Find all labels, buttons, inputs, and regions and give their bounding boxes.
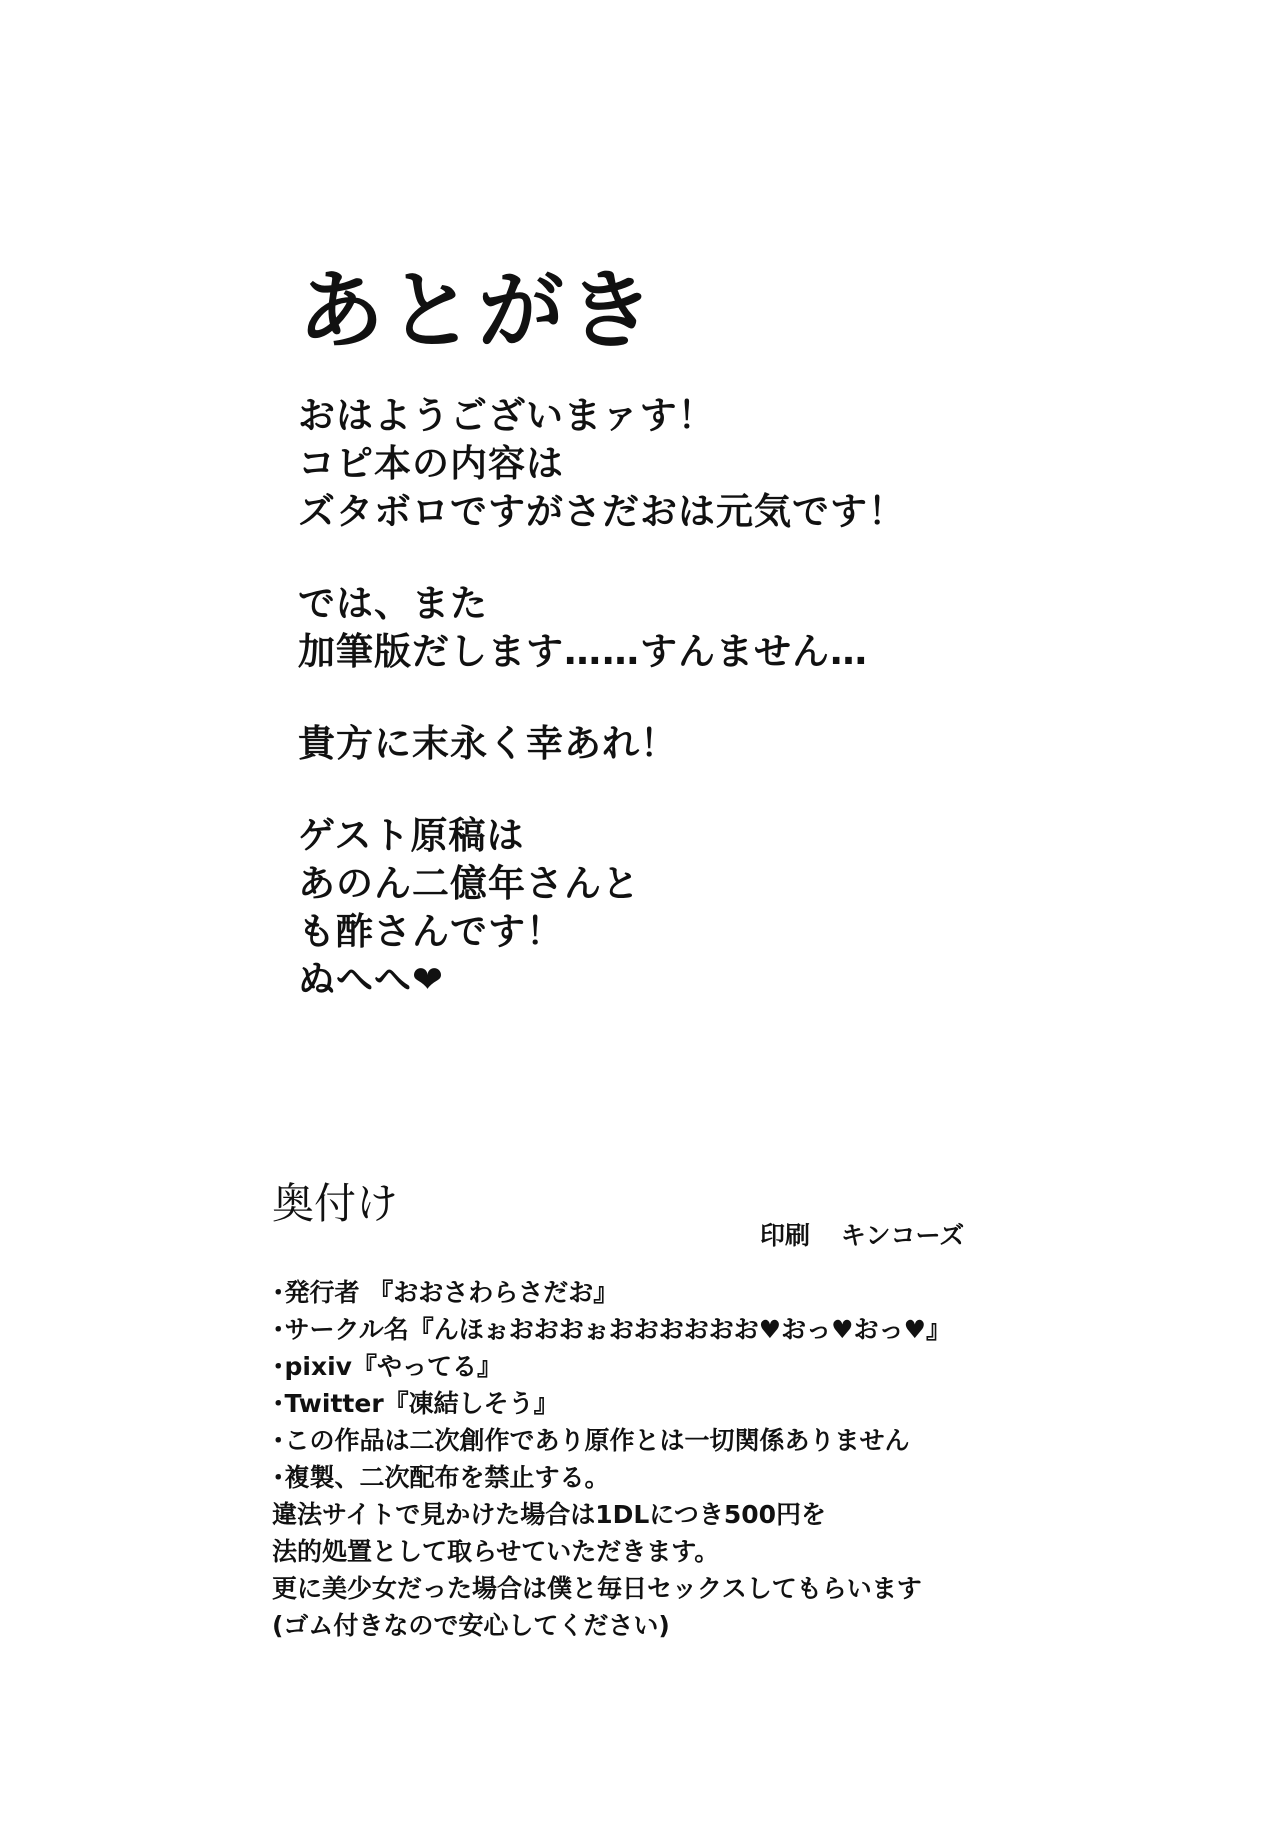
afterword-line: 加筆版だします……すんません… [298,630,868,673]
printer-label: 印刷 [760,1221,811,1250]
colophon-line-twitter: ･Twitter『凍結しそう』 [272,1389,559,1418]
afterword-line: では、また [298,582,488,625]
colophon-line-disclaimer: ･この作品は二次創作であり原作とは一切関係ありません [272,1426,910,1455]
colophon-line-publisher: ･発行者 『おおさわらさだお』 [272,1278,619,1307]
afterword-paragraph-revision [298,580,1098,676]
afterword-line: も酢さんです！ [298,910,564,953]
afterword-body [298,392,1098,1048]
afterword-line: ゲスト原稿は [298,814,525,857]
colophon-title: 奥付け [272,1179,399,1228]
afterword-paragraph-blessing [298,720,1098,768]
colophon-line-notice: 法的処置として取らせていただきます。 [272,1537,720,1566]
colophon-line-pixiv: ･pixiv『やってる』 [272,1352,502,1381]
afterword-line: ズタボロですがさだおは元気です！ [298,490,906,533]
printer-name: キンコーズ [840,1221,965,1250]
printer-credit [760,1216,964,1252]
afterword-paragraph-greeting [298,392,1098,536]
afterword-line: コピ本の内容は [298,442,564,485]
colophon-line-notice: (ゴム付きなので安心してください) [272,1611,670,1640]
colophon-list [272,1274,1172,1644]
colophon-line-notice: 違法サイトで見かけた場合は1DLにつき500円を [272,1500,827,1529]
afterword-line: ぬへへ❤ [298,958,445,1001]
afterword-line: 貴方に末永く幸あれ！ [298,722,678,765]
afterword-line: おはようございまァす！ [298,394,716,437]
colophon-line-notice: 更に美少女だった場合は僕と毎日セックスしてもらいます [272,1574,922,1603]
afterword-line: あのん二億年さんと [298,862,640,905]
afterword-paragraph-guests [298,812,1098,1004]
afterword-title: あとがき [298,261,658,361]
colophon-line-no-redistribution: ･複製、二次配布を禁止する。 [272,1463,610,1492]
colophon-line-circle: ･サークル名『んほぉおおおぉおおおおおお♥おっ♥おっ♥』 [272,1315,951,1344]
